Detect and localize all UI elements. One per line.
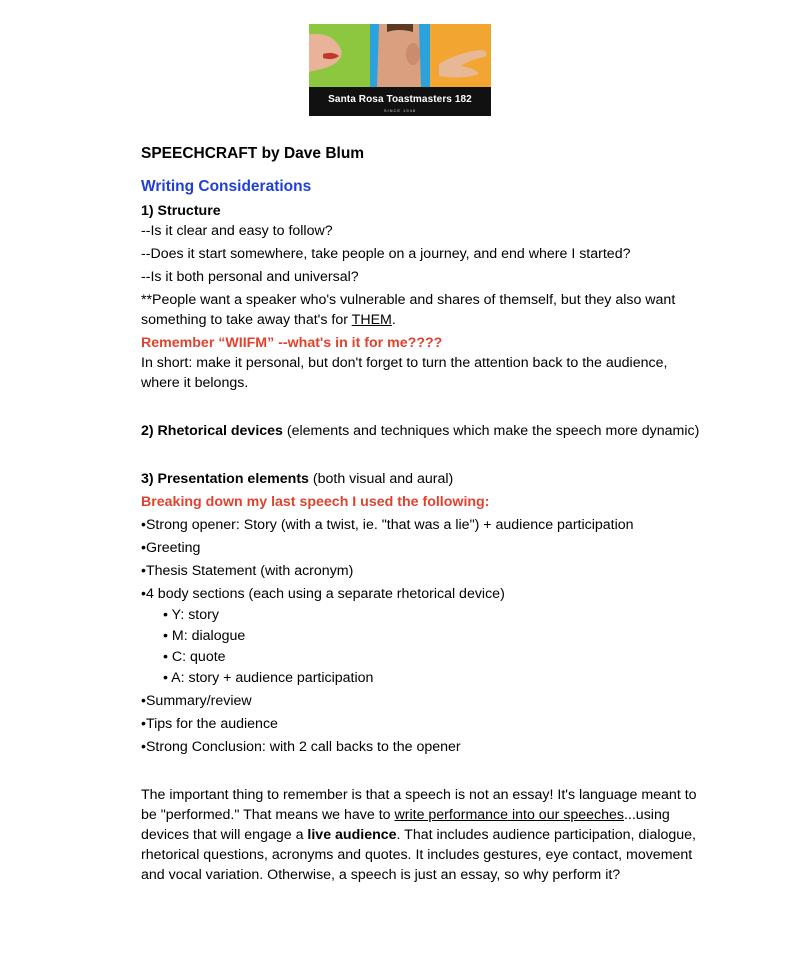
sub-list-item: • M: dialogue (163, 628, 246, 644)
list-item: •4 body sections (each using a separate rhetorical device) (141, 586, 505, 602)
closing-bold-text: live audience (307, 827, 397, 843)
presentation-description: (both visual and aural) (308, 471, 454, 487)
logo-faces-illustration-icon (309, 24, 491, 87)
sub-list-item: • Y: story (163, 607, 219, 623)
rhetorical-heading: 2) Rhetorical devices (141, 423, 283, 439)
sub-list-item: • C: quote (163, 649, 226, 665)
body-sections-sublist (141, 605, 701, 688)
closing-text-3: . That includes audience participation, dialogue, rhetorical questions, acronyms and quotes. It includes gestures, eye contact, movement and vocal variation. Otherwise, a speech is just an essay, so why perform it? (141, 827, 696, 883)
list-item: •Summary/review (141, 693, 252, 709)
structure-note-emphasis: THEM (351, 312, 392, 328)
document-title: SPEECHCRAFT by Dave Blum (141, 145, 365, 162)
section-heading: Writing Considerations (141, 178, 312, 195)
breakdown-heading: Breaking down my last speech I used the following: (141, 494, 490, 510)
structure-question-1: --Is it clear and easy to follow? (141, 223, 333, 239)
list-item: •Strong Conclusion: with 2 call backs to the opener (141, 739, 461, 755)
wiifm-reminder: Remember “WIIFM” --what's in it for me???? (141, 335, 443, 351)
closing-underlined-text: write performance into our speeches (394, 807, 624, 823)
list-item: •Greeting (141, 540, 201, 556)
list-item: •Strong opener: Story (with a twist, ie. "that was a lie") + audience participation (141, 517, 634, 533)
logo-subtitle: SINCE 1948 (383, 108, 417, 113)
document-body (141, 140, 701, 885)
structure-note-text: **People want a speaker who's vulnerable and shares of themself, but they also want something to take away that's for (141, 292, 676, 328)
closing-text-2: ...using devices that will engage a (141, 807, 670, 843)
rhetorical-paragraph (141, 421, 701, 441)
sub-list-item: • A: story + audience participation (163, 670, 374, 686)
toastmasters-logo (309, 24, 491, 116)
structure-question-3: --Is it both personal and universal? (141, 269, 359, 285)
structure-question-2: --Does it start somewhere, take people on a journey, and end where I started? (141, 246, 631, 262)
structure-heading: 1) Structure (141, 203, 221, 219)
structure-note-end: . (391, 312, 396, 328)
list-item: •Tips for the audience (141, 716, 278, 732)
closing-text-1: The important thing to remember is that a speech is not an essay! It's language meant to be "performed." That means we have to (141, 787, 697, 823)
presentation-paragraph (141, 469, 701, 489)
list-item: •Thesis Statement (with acronym) (141, 563, 354, 579)
closing-paragraph (141, 785, 701, 885)
logo-title: Santa Rosa Toastmasters 182 (328, 94, 472, 105)
structure-note (141, 290, 701, 330)
rhetorical-description: (elements and techniques which make the speech more dynamic) (282, 423, 700, 439)
structure-summary: In short: make it personal, but don't forget to turn the attention back to the audience, where it belongs. (141, 355, 668, 391)
presentation-heading: 3) Presentation elements (141, 471, 309, 487)
